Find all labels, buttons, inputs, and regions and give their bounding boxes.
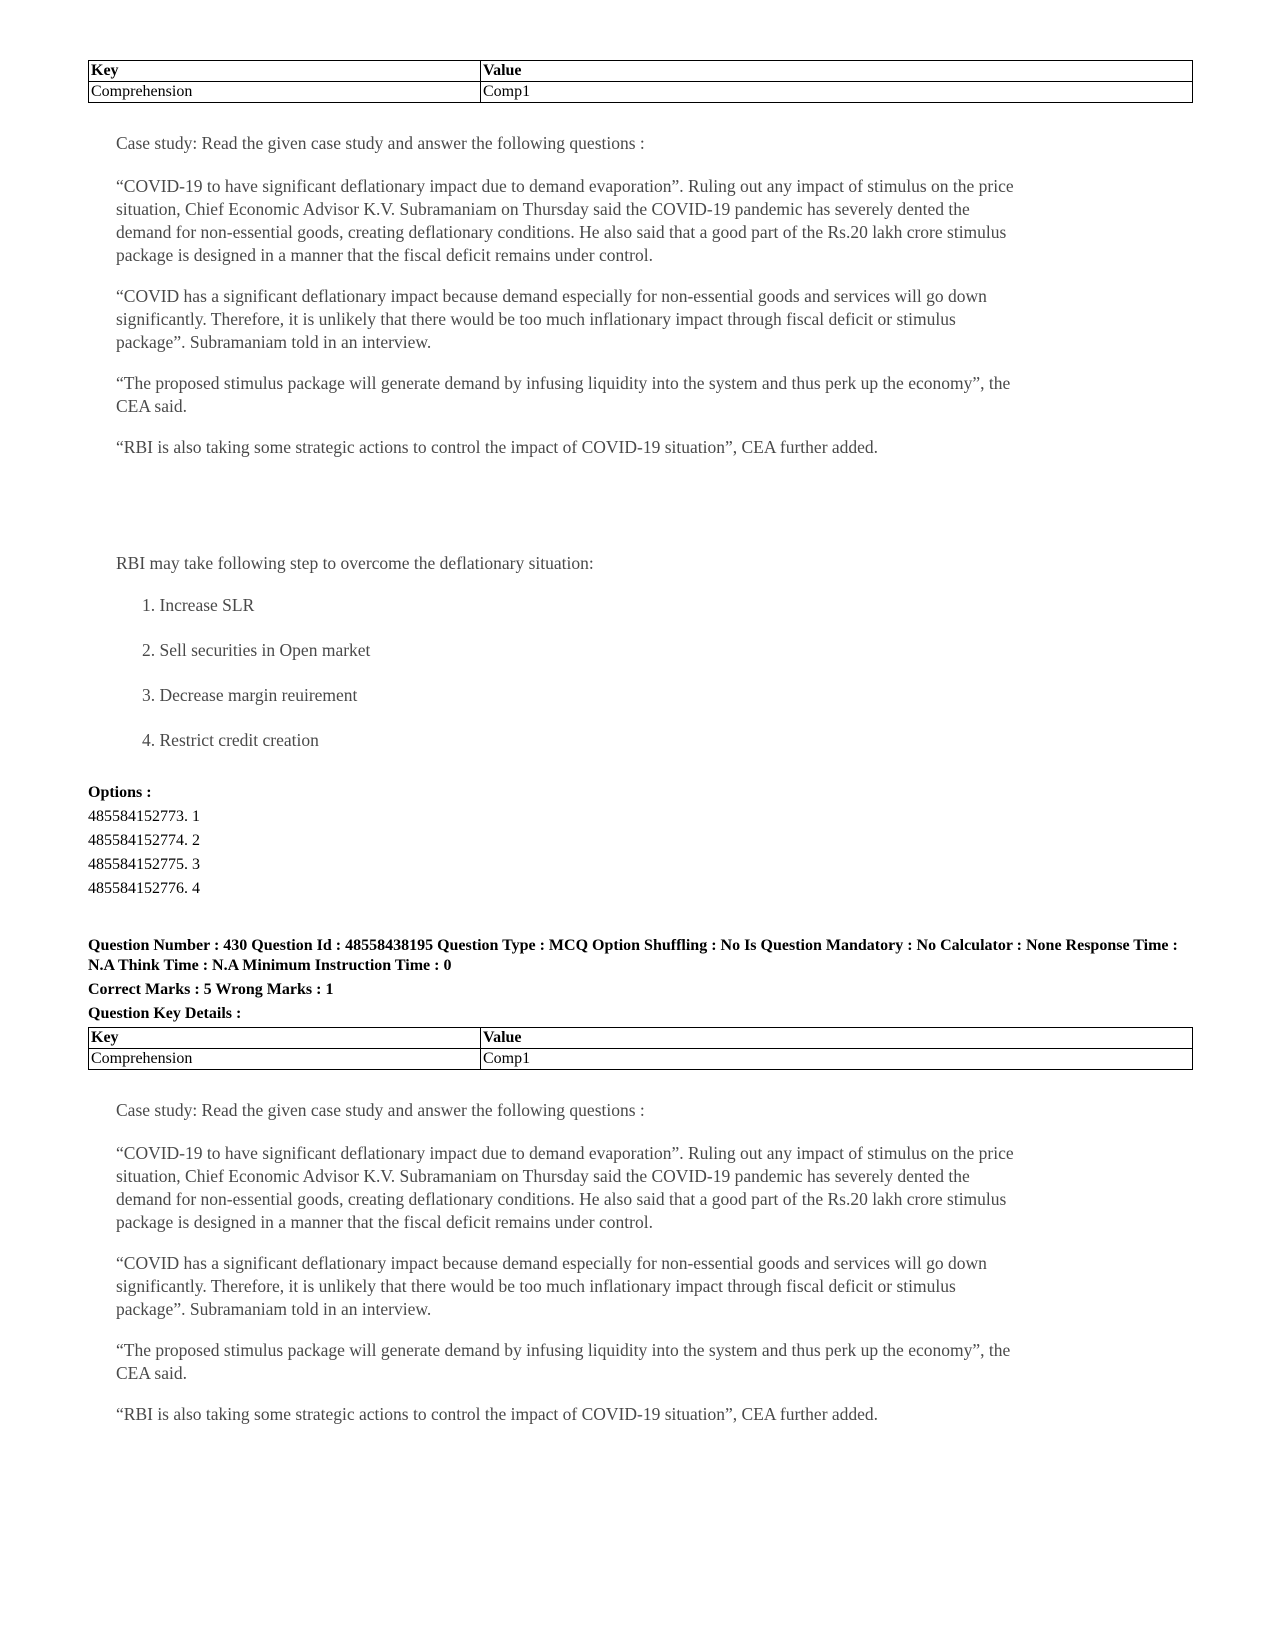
case-study-paragraph: “COVID has a significant deflationary impact because demand especially for non-essential goods and services will go down significantly. Therefore, it is unlikely that there would be too much inflationary impact through fiscal deficit or stimulus package”. Subramaniam told in an interview. — [116, 286, 987, 352]
table-row — [89, 1049, 1193, 1070]
statement-list — [142, 595, 370, 775]
key-value-table — [88, 1027, 1193, 1070]
option-item: 485584152776. 4 — [88, 880, 200, 897]
question-stem: RBI may take following step to overcome the deflationary situation: — [116, 553, 594, 573]
option-item: 485584152775. 3 — [88, 856, 200, 873]
table-header-row — [89, 61, 1193, 82]
list-item: 3. Decrease margin reuirement — [142, 685, 358, 705]
case-study-paragraph: “RBI is also taking some strategic actions to control the impact of COVID-19 situation”, CEA further added. — [116, 1404, 879, 1424]
table-cell-key: Comprehension — [89, 82, 481, 103]
case-study-paragraph: “COVID-19 to have significant deflationary impact due to demand evaporation”. Ruling out any impact of stimulus on the price situation, Chief Economic Advisor K.V. Subramaniam on Thursday said the COVID-19 pandemic has severely dented the demand for non-essential goods, creating deflationary conditions. He also said that a good part of the Rs.20 lakh crore stimulus package is designed in a manner that the fiscal deficit remains under control. — [116, 176, 1014, 265]
case-study-paragraph: “COVID-19 to have significant deflationary impact due to demand evaporation”. Ruling out any impact of stimulus on the price situation, Chief Economic Advisor K.V. Subramaniam on Thursday said the COVID-19 pandemic has severely dented the demand for non-essential goods, creating deflationary conditions. He also said that a good part of the Rs.20 lakh crore stimulus package is designed in a manner that the fiscal deficit remains under control. — [116, 1143, 1014, 1232]
case-study-passage — [116, 1099, 1016, 1444]
case-study-paragraph: “COVID has a significant deflationary impact because demand especially for non-essential goods and services will go down significantly. Therefore, it is unlikely that there would be too much inflationary impact through fiscal deficit or stimulus package”. Subramaniam told in an interview. — [116, 1253, 987, 1319]
question-key-details-label: Question Key Details : — [88, 1005, 242, 1022]
table-header-value: Value — [481, 61, 1193, 82]
key-value-table — [88, 60, 1193, 103]
case-study-paragraph: “RBI is also taking some strategic actions to control the impact of COVID-19 situation”, CEA further added. — [116, 437, 879, 457]
case-study-paragraph: “The proposed stimulus package will generate demand by infusing liquidity into the system and thus perk up the economy”, the CEA said. — [116, 373, 1011, 416]
list-item: 2. Sell securities in Open market — [142, 640, 371, 660]
table-row — [89, 82, 1193, 103]
table-cell-value: Comp1 — [481, 1049, 1193, 1070]
list-item: 1. Increase SLR — [142, 595, 255, 615]
table-header-key: Key — [89, 61, 481, 82]
case-study-intro: Case study: Read the given case study and answer the following questions : — [116, 1100, 645, 1120]
table-header-row — [89, 1028, 1193, 1049]
case-study-paragraph: “The proposed stimulus package will generate demand by infusing liquidity into the system and thus perk up the economy”, the CEA said. — [116, 1340, 1011, 1383]
option-item: 485584152773. 1 — [88, 808, 200, 825]
table-header-value: Value — [481, 1028, 1193, 1049]
question-marks: Correct Marks : 5 Wrong Marks : 1 — [88, 981, 334, 998]
case-study-passage — [116, 132, 1016, 477]
question-meta: Question Number : 430 Question Id : 48558438195 Question Type : MCQ Option Shuffling : No Is Question Mandatory : No Calculator : None Response Time : N.A Think Time : N.A Minimum Instruction Time : 0 — [88, 937, 1178, 974]
table-cell-key: Comprehension — [89, 1049, 481, 1070]
list-item: 4. Restrict credit creation — [142, 730, 319, 750]
case-study-intro: Case study: Read the given case study and answer the following questions : — [116, 133, 645, 153]
table-header-key: Key — [89, 1028, 481, 1049]
options-label: Options : — [88, 784, 152, 801]
table-cell-value: Comp1 — [481, 82, 1193, 103]
options-block — [88, 781, 200, 901]
option-item: 485584152774. 2 — [88, 832, 200, 849]
